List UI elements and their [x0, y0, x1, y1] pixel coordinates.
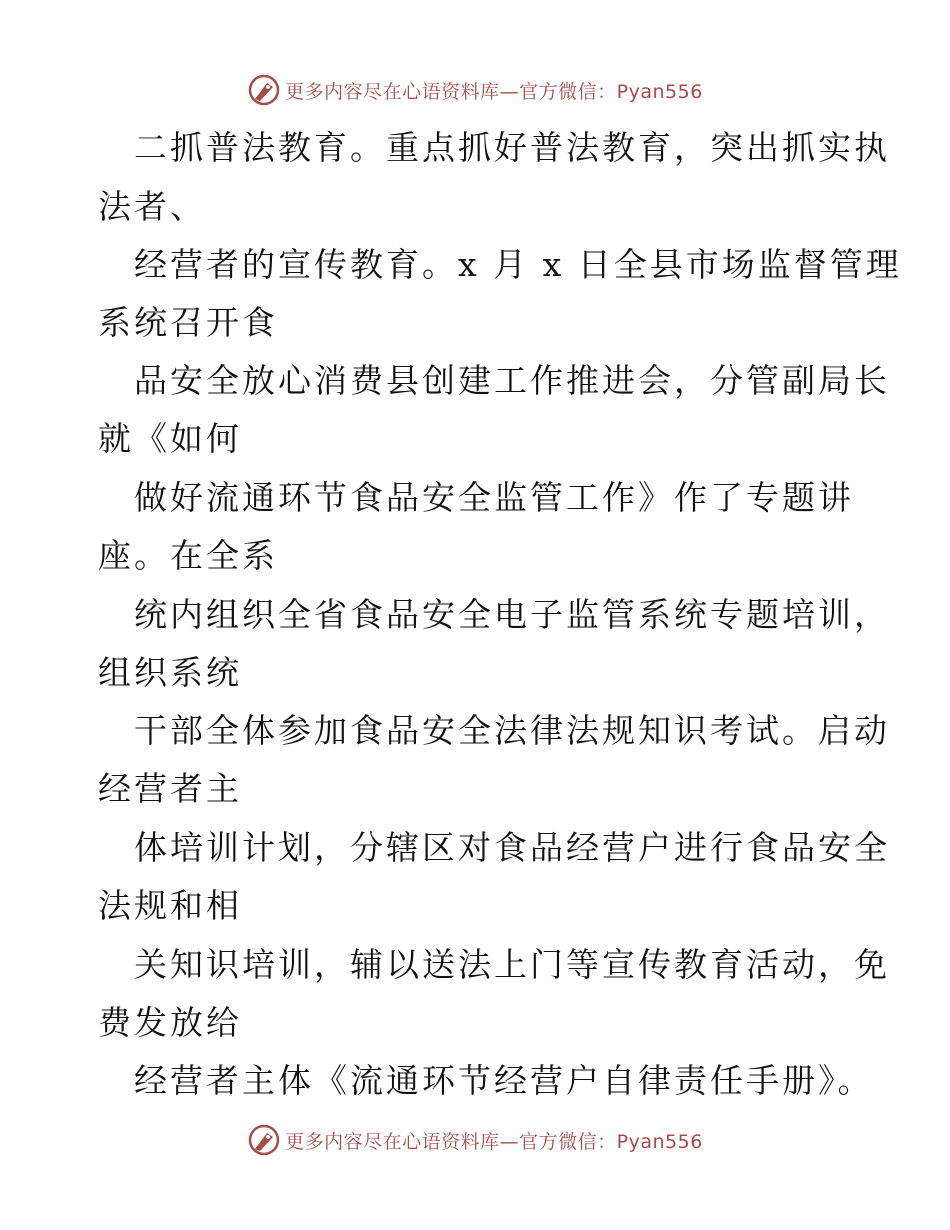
text-line: 法者、 [98, 187, 206, 226]
text-line: 经营者的宣传教育。x 月 x 日全县市场监督管理 [134, 245, 902, 284]
footer-banner [0, 1120, 950, 1160]
text-line: 统内组织全省食品安全电子监管系统专题培训， [134, 595, 890, 634]
text-line: 干部全体参加食品安全法律法规知识考试。启动 [134, 711, 890, 750]
text-line: 座。在全系 [98, 536, 278, 575]
text-line: 做好流通环节食品安全监管工作》作了专题讲 [134, 478, 854, 517]
text-line: 组织系统 [98, 653, 242, 692]
text-line: 系统召开食 [98, 303, 278, 342]
text-line: 法规和相 [98, 886, 242, 925]
footer-banner-text: 更多内容尽在心语资料库—官方微信：Pyan556 [285, 1130, 703, 1153]
text-line: 费发放给 [98, 1003, 242, 1042]
text-line: 经营者主体《流通环节经营户自律责任手册》。 [134, 1061, 874, 1100]
header-banner-text: 更多内容尽在心语资料库—官方微信：Pyan556 [285, 80, 703, 103]
text-line: 二抓普法教育。重点抓好普法教育，突出抓实执 [134, 128, 890, 167]
pen-nib-logo-icon [247, 1123, 281, 1157]
text-line: 就《如何 [98, 419, 242, 458]
text-line: 关知识培训，辅以送法上门等宣传教育活动，免 [134, 945, 890, 984]
text-line: 体培训计划，分辖区对食品经营户进行食品安全 [134, 828, 890, 867]
text-line: 经营者主 [98, 769, 242, 808]
text-line: 品安全放心消费县创建工作推进会，分管副局长 [134, 361, 890, 400]
